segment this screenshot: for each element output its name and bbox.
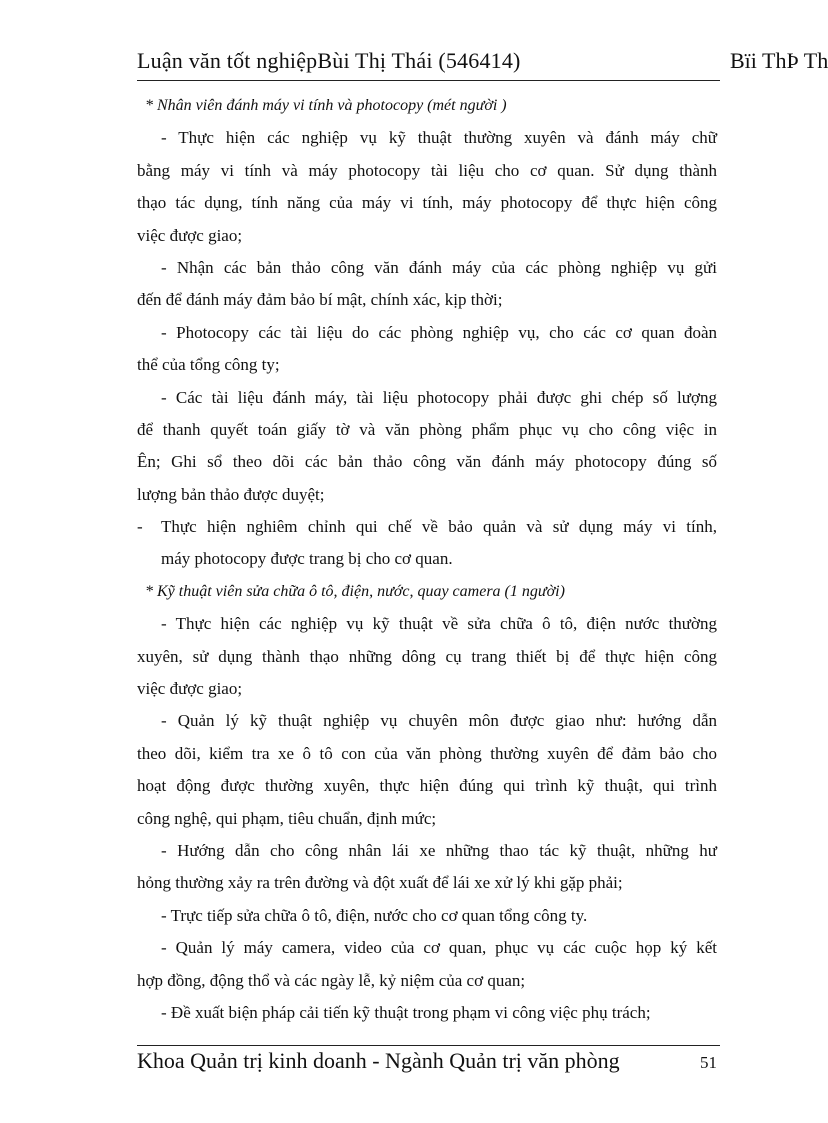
paragraph-line: bằng máy vi tính và máy photocopy tài liệu cho cơ quan. Sử dụng thành xyxy=(137,160,717,180)
bullet-item xyxy=(137,511,717,543)
paragraph-line: - Các tài liệu đánh máy, tài liệu photocopy phải được ghi chép số lượng xyxy=(161,387,717,407)
paragraph-line: việc được giao; xyxy=(137,225,243,245)
bullet-text: Thực hiện nghiêm chỉnh qui chế về bảo quản và sử dụng máy vi tính, xyxy=(161,517,717,537)
paragraph-line: hỏng thường xảy ra trên đường và đột xuất để lái xe xử lý khi gặp phải; xyxy=(137,873,623,893)
header-author-cut: Bïi ThÞ Th xyxy=(730,48,828,73)
bullet-dash: - xyxy=(137,517,143,537)
paragraph-line: Ên; Ghi sổ theo dõi các bản thảo công văn đánh máy photocopy đúng số xyxy=(137,452,717,472)
paragraph-line: công nghệ, qui phạm, tiêu chuẩn, định mức; xyxy=(137,808,437,828)
paragraph-line: hoạt động được thường xuyên, thực hiện đúng qui trình kỹ thuật, qui trình xyxy=(137,776,717,796)
footer-text: Khoa Quản trị kinh doanh - Ngành Quản trị văn phòng xyxy=(137,1048,620,1073)
paragraph-line: - Quản lý kỹ thuật nghiệp vụ chuyên môn được giao như: hướng dẫn xyxy=(161,711,717,731)
paragraph-line: xuyên, sử dụng thành thạo những dông cụ trang thiết bị để thực hiện công xyxy=(137,646,717,666)
paragraph-line: đến để đánh máy đảm bảo bí mật, chính xác, kịp thời; xyxy=(137,290,503,310)
paragraph-line: - Hướng dẫn cho công nhân lái xe những thao tác kỹ thuật, những hư xyxy=(161,840,717,860)
paragraph-line: - Photocopy các tài liệu do các phòng nghiệp vụ, cho các cơ quan đoàn xyxy=(161,322,717,342)
paragraph-line: - Quản lý máy camera, video của cơ quan, phục vụ các cuộc họp ký kết xyxy=(161,938,717,958)
section-heading: * Nhân viên đánh máy vi tính và photocopy (mét người ) xyxy=(145,97,507,114)
footer-rule xyxy=(137,1045,720,1046)
paragraph-line: thể của tổng công ty; xyxy=(137,355,280,375)
paragraph-line: - Thực hiện các nghiệp vụ kỹ thuật về sửa chữa ô tô, điện nước thường xyxy=(161,614,717,634)
header-rule xyxy=(137,80,720,81)
page-number: 51 xyxy=(700,1053,717,1072)
paragraph-line: - Đề xuất biện pháp cải tiến kỹ thuật trong phạm vi công việc phụ trách; xyxy=(161,1002,651,1022)
paragraph-line: hợp đồng, động thổ và các ngày lễ, kỷ niệm của cơ quan; xyxy=(137,970,526,990)
paragraph-line: thạo tác dụng, tính năng của máy vi tính, máy photocopy để thực hiện công xyxy=(137,193,717,213)
paragraph-line: máy photocopy được trang bị cho cơ quan. xyxy=(161,549,453,569)
paragraph-line: theo dõi, kiểm tra xe ô tô con của văn phòng thường xuyên để đảm bảo cho xyxy=(137,743,717,763)
paragraph-line: lượng bản thảo được duyệt; xyxy=(137,484,325,504)
paragraph-line: việc được giao; xyxy=(137,679,243,699)
document-body xyxy=(137,90,717,1029)
paragraph-line: - Trực tiếp sửa chữa ô tô, điện, nước cho cơ quan tổng công ty. xyxy=(161,905,588,925)
section-heading: * Kỹ thuật viên sửa chữa ô tô, điện, nước, quay camera (1 người) xyxy=(145,582,565,600)
paragraph-line: - Thực hiện các nghiệp vụ kỹ thuật thường xuyên và đánh máy chữ xyxy=(161,128,717,148)
paragraph-line: để thanh quyết toán giấy tờ và văn phòng phẩm phục vụ cho công việc in xyxy=(137,419,717,439)
paragraph-line: - Nhận các bản thảo công văn đánh máy của các phòng nghiệp vụ gửi xyxy=(161,257,717,277)
header-title: Luận văn tốt nghiệpBùi Thị Thái (546414) xyxy=(137,48,521,73)
